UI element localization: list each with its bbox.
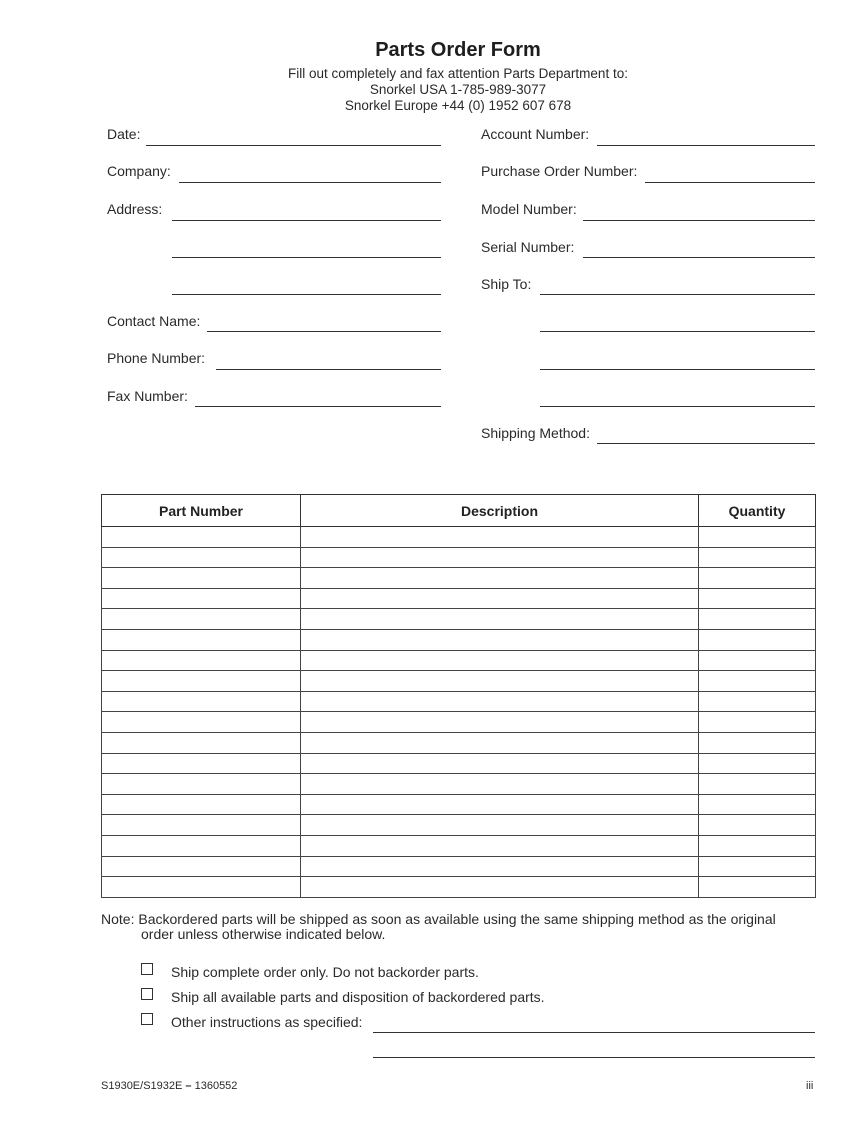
ship-complete-checkbox[interactable] [141,963,153,975]
address-label: Address: [107,201,163,217]
address-field-line-1[interactable] [172,220,441,221]
part-number-cell[interactable] [102,732,301,753]
part-number-cell[interactable] [102,629,301,650]
description-cell[interactable] [301,732,699,753]
quantity-cell[interactable] [699,671,816,692]
company-field[interactable] [179,182,441,183]
quantity-cell[interactable] [699,856,816,877]
address-field-line-2[interactable] [172,257,441,258]
quantity-cell[interactable] [699,568,816,589]
description-cell[interactable] [301,877,699,898]
table-row [102,588,816,609]
quantity-cell[interactable] [699,774,816,795]
quantity-cell[interactable] [699,650,816,671]
part-number-cell[interactable] [102,568,301,589]
part-number-cell[interactable] [102,691,301,712]
phone-number-field[interactable] [216,369,441,370]
table-row [102,629,816,650]
quantity-cell[interactable] [699,691,816,712]
part-number-cell[interactable] [102,794,301,815]
quantity-cell[interactable] [699,794,816,815]
description-cell[interactable] [301,712,699,733]
quantity-cell[interactable] [699,588,816,609]
description-cell[interactable] [301,568,699,589]
table-row [102,712,816,733]
page-title: Parts Order Form [375,39,541,61]
europe-fax-number: Snorkel Europe +44 (0) 1952 607 678 [344,98,572,113]
contact-name-field[interactable] [207,331,441,332]
quantity-cell[interactable] [699,815,816,836]
ship-complete-label: Ship complete order only. Do not backorder parts. [171,964,479,980]
part-number-cell[interactable] [102,547,301,568]
table-header-row [102,495,816,527]
fax-number-field[interactable] [195,406,441,407]
part-number-cell[interactable] [102,835,301,856]
note-line-2: order unless otherwise indicated below. [141,926,386,942]
date-field[interactable] [146,145,441,146]
ship-available-label: Ship all available parts and disposition of backordered parts. [171,989,545,1005]
part-number-cell[interactable] [102,753,301,774]
column-header-quantity: Quantity [699,495,816,527]
table-row [102,691,816,712]
description-cell[interactable] [301,691,699,712]
quantity-cell[interactable] [699,609,816,630]
table-row [102,609,816,630]
model-number-label: Model Number: [481,201,577,217]
description-cell[interactable] [301,815,699,836]
table-row [102,794,816,815]
date-label: Date: [107,126,141,142]
shipping-method-field[interactable] [597,443,815,444]
other-instructions-field-line-1[interactable] [373,1032,815,1033]
page-number: iii [806,1080,814,1092]
table-row [102,835,816,856]
part-number-cell[interactable] [102,609,301,630]
ship-to-field-line-2[interactable] [540,331,815,332]
table-row [102,547,816,568]
account-number-field[interactable] [597,145,815,146]
table-row [102,774,816,795]
shipping-method-label: Shipping Method: [481,425,590,441]
description-cell[interactable] [301,835,699,856]
company-label: Company: [107,163,171,179]
part-number-cell[interactable] [102,856,301,877]
description-cell[interactable] [301,588,699,609]
description-cell[interactable] [301,527,699,548]
part-number-cell[interactable] [102,712,301,733]
table-row [102,753,816,774]
table-row [102,650,816,671]
description-cell[interactable] [301,774,699,795]
quantity-cell[interactable] [699,629,816,650]
table-row [102,815,816,836]
description-cell[interactable] [301,794,699,815]
other-instructions-field-line-2[interactable] [373,1057,815,1058]
description-cell[interactable] [301,547,699,568]
note-line-1: Note: Backordered parts will be shipped as soon as available using the same shipping method as the original [101,911,776,927]
address-field-line-3[interactable] [172,294,441,295]
purchase-order-number-field[interactable] [645,182,815,183]
account-number-label: Account Number: [481,126,590,142]
ship-to-field-line-3[interactable] [540,369,815,370]
quantity-cell[interactable] [699,527,816,548]
part-number-cell[interactable] [102,527,301,548]
backorder-note [101,912,821,942]
ship-to-field-line-4[interactable] [540,406,815,407]
column-header-part-number: Part Number [102,495,301,527]
parts-table [101,494,816,898]
part-number-cell[interactable] [102,671,301,692]
part-number-cell[interactable] [102,877,301,898]
description-cell[interactable] [301,629,699,650]
description-cell[interactable] [301,671,699,692]
usa-fax-number: Snorkel USA 1-785-989-3077 [369,82,547,97]
ship-to-field-line-1[interactable] [540,294,815,295]
parts-table-body [102,527,816,898]
fax-instruction: Fill out completely and fax attention Parts Department to: [288,66,628,81]
other-instructions-checkbox[interactable] [141,1013,153,1025]
model-number-field[interactable] [583,220,815,221]
table-row [102,527,816,548]
quantity-cell[interactable] [699,547,816,568]
quantity-cell[interactable] [699,732,816,753]
description-cell[interactable] [301,650,699,671]
column-header-description: Description [301,495,699,527]
part-number-cell[interactable] [102,815,301,836]
footer-dash: – [182,1080,195,1092]
quantity-cell[interactable] [699,712,816,733]
serial-number-label: Serial Number: [481,239,575,255]
quantity-cell[interactable] [699,877,816,898]
phone-number-label: Phone Number: [107,350,206,366]
part-number-cell[interactable] [102,650,301,671]
table-row [102,568,816,589]
contact-name-label: Contact Name: [107,313,201,329]
fax-number-label: Fax Number: [107,388,188,404]
part-number-cell[interactable] [102,774,301,795]
ship-available-checkbox[interactable] [141,988,153,1000]
part-number-cell[interactable] [102,588,301,609]
table-row [102,732,816,753]
footer-model: S1930E/S1932E [101,1080,183,1092]
ship-to-label: Ship To: [481,276,532,292]
other-instructions-label: Other instructions as specified: [171,1014,363,1030]
footer-doc-id [101,1080,237,1092]
table-row [102,671,816,692]
table-row [102,856,816,877]
quantity-cell[interactable] [699,835,816,856]
description-cell[interactable] [301,856,699,877]
footer-part-number: 1360552 [194,1080,238,1092]
quantity-cell[interactable] [699,753,816,774]
table-row [102,877,816,898]
purchase-order-number-label: Purchase Order Number: [481,163,638,179]
description-cell[interactable] [301,609,699,630]
serial-number-field[interactable] [583,257,815,258]
description-cell[interactable] [301,753,699,774]
